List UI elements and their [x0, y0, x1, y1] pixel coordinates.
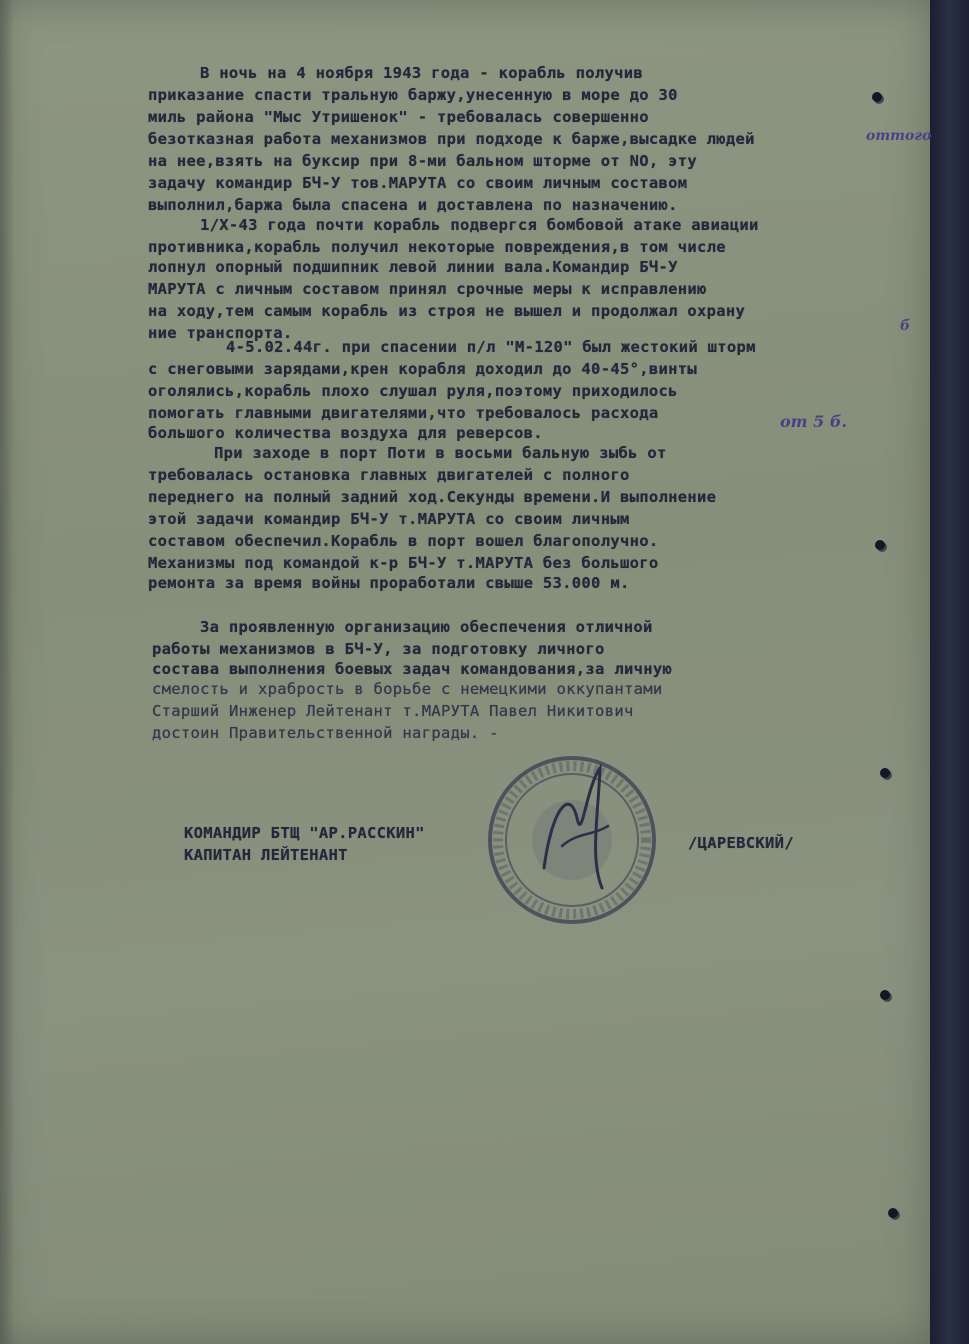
handwritten-note: б	[900, 318, 911, 334]
handwritten-note: оттого	[866, 128, 932, 144]
signature-title: КОМАНДИР БТЩ "АР.РАССКИН"	[184, 824, 425, 842]
handwritten-note: от 5 б.	[780, 412, 847, 431]
conclusion-line: За проявленную организацию обеспечения отличной	[200, 618, 653, 636]
official-stamp	[482, 748, 662, 928]
body-line: с снеговыми зарядами,крен корабля доходил до 40-45°,винты	[148, 360, 698, 378]
body-line: помогать главными двигателями,что требовалось расхода	[148, 404, 659, 422]
body-line: безотказная работа механизмов при подходе к барже,высадке людей	[148, 130, 755, 148]
body-line: МАРУТА с личным составом принял срочные меры к исправлению	[148, 280, 707, 298]
body-line: При заходе в порт Поти в восьми бальную зыбь от	[214, 444, 667, 462]
punch-hole-icon	[880, 990, 890, 1000]
body-line: противника,корабль получил некоторые повреждения,в том числе	[148, 238, 726, 256]
page-edge-strip	[930, 0, 969, 1344]
body-line: ремонта за время войны проработали свыше 53.000 м.	[148, 574, 630, 592]
body-line: приказание спасти тральную баржу,унесенную в море до 30	[148, 86, 678, 104]
punch-hole-icon	[872, 92, 882, 102]
conclusion-line: состава выполнения боевых задач командования,за личную	[152, 660, 673, 678]
body-line: большого количества воздуха для реверсов.	[148, 424, 543, 442]
body-line: 4-5.02.44г. при спасении п/л "М-120" был жестокий шторм	[226, 338, 756, 356]
signature-name: /ЦАРЕВСКИЙ/	[688, 834, 794, 852]
punch-hole-icon	[880, 768, 890, 778]
conclusion-line: смелость и храбрость в борьбе с немецкими оккупантами	[152, 680, 663, 698]
punch-hole-icon	[888, 1208, 898, 1218]
body-line: 1/X-43 года почти корабль подвергся бомбовой атаке авиации	[200, 216, 759, 234]
body-line: задачу командир БЧ-У тов.МАРУТА со своим личным составом	[148, 174, 688, 192]
paper-fold-shadow	[0, 0, 14, 1344]
body-line: составом обеспечил.Корабль в порт вошел благополучно.	[148, 532, 659, 550]
body-line: на ходу,тем самым корабль из строя не вышел и продолжал охрану	[148, 302, 746, 320]
body-line: Механизмы под командой к-р БЧ-У т.МАРУТА без большого	[148, 554, 659, 572]
body-line: на нее,взять на буксир при 8-ми бальном шторме от NO, эту	[148, 152, 698, 170]
conclusion-line: Старший Инженер Лейтенант т.МАРУТА Павел Никитович	[152, 702, 634, 720]
conclusion-line: работы механизмов в БЧ-У, за подготовку личного	[152, 640, 605, 658]
signature-rank: КАПИТАН ЛЕЙТЕНАНТ	[184, 846, 348, 864]
body-line: переднего на полный задний ход.Секунды времени.И выполнение	[148, 488, 717, 506]
body-line: В ночь на 4 ноября 1943 года - корабль получив	[200, 64, 644, 82]
body-line: лопнул опорный подшипник левой линии вала.Командир БЧ-У	[148, 258, 678, 276]
body-line: ние транспорта.	[148, 324, 293, 342]
body-line: выполнил,баржа была спасена и доставлена по назначению.	[148, 196, 678, 214]
body-line: миль района "Мыс Утришенок" - требовалась совершенно	[148, 108, 649, 126]
body-line: требовалась остановка главных двигателей с полного	[148, 466, 630, 484]
punch-hole-icon	[875, 540, 885, 550]
body-line: оголялись,корабль плохо слушал руля,поэтому приходилось	[148, 382, 678, 400]
conclusion-line: достоин Правительственной награды. -	[152, 724, 499, 742]
body-line: этой задачи командир БЧ-У т.МАРУТА со своим личным	[148, 510, 630, 528]
